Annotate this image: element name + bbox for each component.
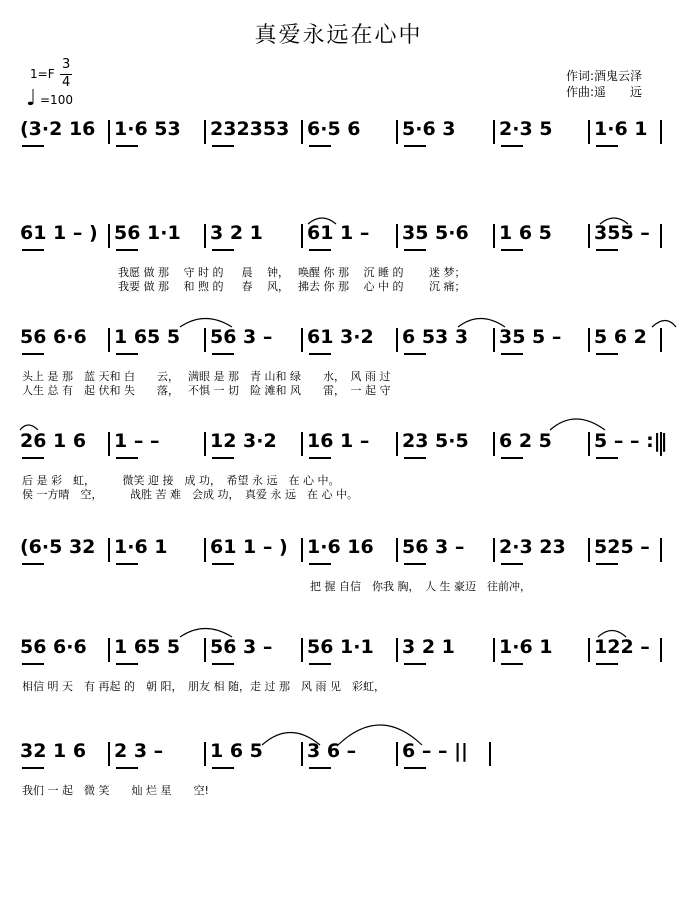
song-title: 真爱永远在心中 <box>254 23 423 48</box>
measure-notes: 61 1 – <box>307 222 370 244</box>
measure-notes: 122 – <box>594 636 650 658</box>
measure-notes: 61 1 – ) <box>210 536 288 558</box>
measure-notes: 6 2 5 <box>499 430 552 452</box>
time-signature-denominator: 4 <box>62 75 71 90</box>
measure-notes: 35 5 – <box>499 326 562 348</box>
lyric-line: 头上 是 那 蓝 天和 白 云， 满眼 是 那 青 山和 绿 水， 风 雨 过 <box>22 370 391 383</box>
lyric-line: 把 握 自信 你我 胸， 人 生 豪迈 往前冲， <box>310 580 531 593</box>
measure-notes: 61 3·2 <box>307 326 374 348</box>
measure-notes: 1·6 1 <box>594 118 648 140</box>
measure-notes: 3 2 1 <box>210 222 263 244</box>
measure-notes: 23 5·5 <box>402 430 469 452</box>
lyric-line: 后 是 彩 虹， 微笑 迎 接 成 功， 希望 永 远 在 心 中。 <box>22 474 340 487</box>
lyric-line: 相信 明 天 有 再起 的 朝 阳， 朋友 相 随，走 过 那 风 雨 见 彩虹， <box>22 680 385 693</box>
measure-notes: 1 65 5 <box>114 636 181 658</box>
measure-notes: 2 3 – <box>114 740 164 762</box>
tie-arc <box>598 631 626 638</box>
measure-notes: 6 53 3 <box>402 326 469 348</box>
measure-notes: 1·6 1 <box>499 636 553 658</box>
measure-notes: 1·6 1 <box>114 536 168 558</box>
measure-notes: 32 1 6 <box>20 740 87 762</box>
measure-notes: 232353 <box>210 118 290 140</box>
composer-credit: 作曲:遥 远 <box>566 85 643 99</box>
tie-arc <box>262 733 320 746</box>
lyric-line: 我们 一 起 微 笑 灿 烂 星 空! <box>22 784 209 797</box>
measure-notes: 61 1 – ) <box>20 222 98 244</box>
measure-notes: 1 65 5 <box>114 326 181 348</box>
measure-notes: 1 6 5 <box>210 740 263 762</box>
tempo-marking: =100 <box>40 93 73 107</box>
tie-arc <box>652 321 676 328</box>
measure-notes: 1 – – <box>114 430 160 452</box>
measure-notes: 56 6·6 <box>20 636 87 658</box>
measure-notes: 2·3 5 <box>499 118 553 140</box>
key-signature: 1=F <box>30 67 55 81</box>
lyric-line: 侯 一方晴 空， 战胜 苦 难 会成 功， 真爱 永 远 在 心 中。 <box>22 488 358 501</box>
measure-notes: 5 6 2 <box>594 326 647 348</box>
measure-notes: 56 3 – <box>402 536 465 558</box>
tie-arc <box>180 629 232 638</box>
measure-notes: 3 6 – <box>307 740 357 762</box>
measure-notes: 5·6 3 <box>402 118 456 140</box>
measure-notes: 26 1 6 <box>20 430 87 452</box>
tie-arc <box>180 319 232 328</box>
lyric-line: 人生 总 有 起 伏和 失 落， 不惧 一 切 险 滩和 风 雷， 一 起 守 <box>22 384 391 397</box>
measure-notes: 2·3 23 <box>499 536 566 558</box>
measure-notes: 35 5·6 <box>402 222 469 244</box>
measure-notes: 12 3·2 <box>210 430 277 452</box>
measure-notes: 56 1·1 <box>114 222 181 244</box>
measure-notes: 1·6 16 <box>307 536 374 558</box>
time-signature-numerator: 3 <box>62 57 71 72</box>
quarter-note-icon: ♩ <box>26 86 37 111</box>
measure-notes: 355 – <box>594 222 650 244</box>
measure-notes: (3·2 16 <box>20 118 96 140</box>
tie-arc <box>338 725 422 745</box>
measure-notes: 1 6 5 <box>499 222 552 244</box>
measure-notes: 56 6·6 <box>20 326 87 348</box>
lyric-line: 我要 做 那 和 煦 的 春 风， 拂去 你 那 心 中 的 沉 痛； <box>118 280 466 293</box>
measure-notes: 6 – – || <box>402 740 468 762</box>
measure-notes: 56 3 – <box>210 636 273 658</box>
measure-notes: 5 – – :|| <box>594 430 668 452</box>
tie-arc <box>550 419 605 430</box>
measure-notes: 525 – <box>594 536 650 558</box>
measure-notes: 1·6 53 <box>114 118 181 140</box>
measure-notes: 56 1·1 <box>307 636 374 658</box>
measure-notes: 6·5 6 <box>307 118 361 140</box>
measure-notes: (6·5 32 <box>20 536 96 558</box>
measure-notes: 3 2 1 <box>402 636 455 658</box>
lyricist-credit: 作词:酒鬼云泽 <box>566 69 643 83</box>
tie-arc <box>308 218 336 224</box>
tie-arc <box>458 319 505 328</box>
measure-notes: 56 3 – <box>210 326 273 348</box>
measure-notes: 16 1 – <box>307 430 370 452</box>
lyric-line: 我愿 做 那 守 时 的 晨 钟， 唤醒 你 那 沉 睡 的 迷 梦； <box>118 266 466 279</box>
tie-arc <box>600 218 628 224</box>
tie-arc <box>20 425 38 430</box>
